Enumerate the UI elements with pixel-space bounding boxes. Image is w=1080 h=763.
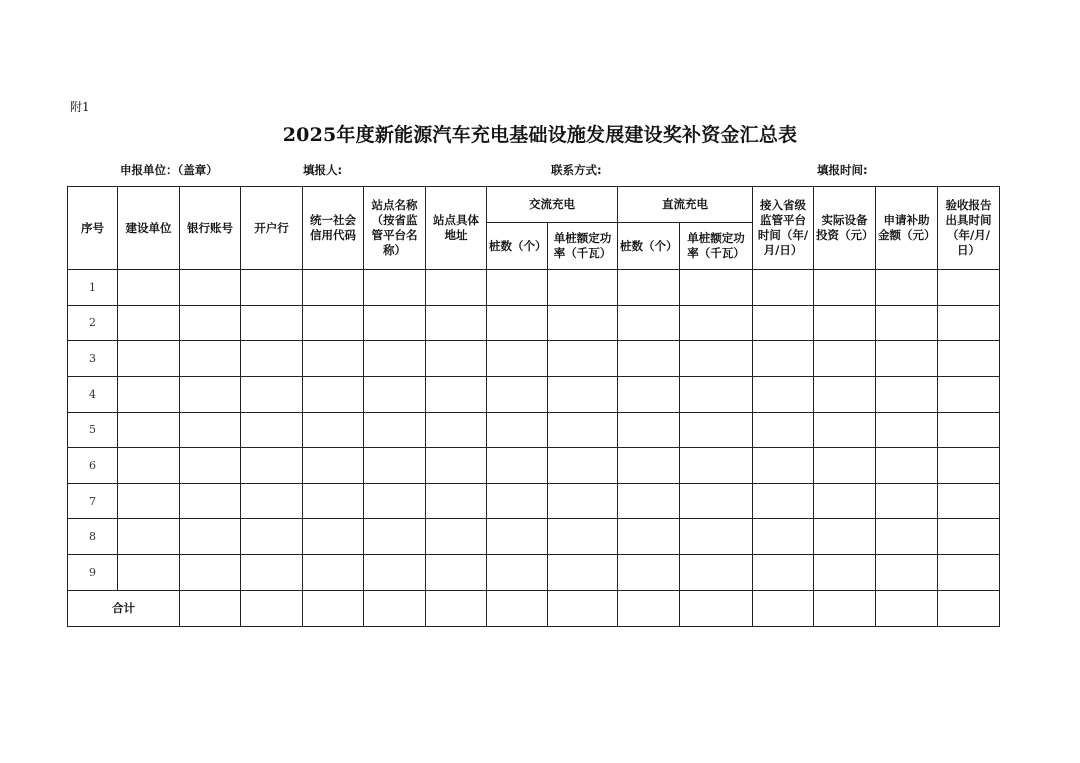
table-cell[interactable]: [618, 590, 680, 626]
table-cell[interactable]: [876, 448, 938, 484]
table-cell[interactable]: [876, 483, 938, 519]
table-cell[interactable]: [303, 483, 364, 519]
table-cell[interactable]: [548, 448, 618, 484]
table-cell[interactable]: [618, 448, 680, 484]
table-cell[interactable]: [426, 376, 487, 412]
table-cell[interactable]: [753, 448, 814, 484]
table-cell[interactable]: [180, 448, 241, 484]
table-cell[interactable]: [814, 376, 876, 412]
table-cell[interactable]: [487, 590, 548, 626]
header-ac-charging: 交流充电: [487, 187, 618, 223]
header-dc-power: 单桩额定功率（千瓦）: [680, 223, 753, 270]
table-cell[interactable]: [680, 305, 753, 341]
header-ac-count: 桩数（个）: [487, 223, 548, 270]
table-cell[interactable]: [364, 341, 426, 377]
table-cell[interactable]: [364, 483, 426, 519]
table-cell[interactable]: [180, 305, 241, 341]
header-dc-count: 桩数（个）: [618, 223, 680, 270]
table-cell[interactable]: [938, 270, 1000, 306]
table-cell[interactable]: [364, 412, 426, 448]
document-title: 2025年度新能源汽车充电基础设施发展建设奖补资金汇总表: [282, 124, 798, 146]
row-number: 7: [68, 483, 118, 519]
table-cell[interactable]: [241, 519, 303, 555]
table-cell[interactable]: [180, 341, 241, 377]
table-cell[interactable]: [487, 270, 548, 306]
table-cell[interactable]: [487, 341, 548, 377]
table-cell[interactable]: [241, 376, 303, 412]
header-row-1: [68, 187, 1000, 223]
table-cell[interactable]: [618, 555, 680, 591]
table-cell[interactable]: [680, 448, 753, 484]
table-cell[interactable]: [814, 448, 876, 484]
table-cell[interactable]: [118, 519, 180, 555]
table-cell[interactable]: [118, 483, 180, 519]
table-cell[interactable]: [814, 590, 876, 626]
table-cell[interactable]: [618, 519, 680, 555]
table-cell[interactable]: [753, 590, 814, 626]
table-cell[interactable]: [680, 519, 753, 555]
table-cell[interactable]: [487, 305, 548, 341]
header-investment: 实际设备投资（元）: [814, 187, 876, 270]
table-cell[interactable]: [680, 270, 753, 306]
table-cell[interactable]: [180, 555, 241, 591]
row-number: 8: [68, 519, 118, 555]
table-cell[interactable]: [487, 555, 548, 591]
header-dc-charging: 直流充电: [618, 187, 753, 223]
table-cell[interactable]: [241, 341, 303, 377]
table-cell[interactable]: [118, 555, 180, 591]
filler-label: 填报人:: [303, 163, 343, 177]
table-cell[interactable]: [364, 555, 426, 591]
row-number: 5: [68, 412, 118, 448]
table-cell[interactable]: [548, 341, 618, 377]
table-row: [68, 305, 1000, 341]
table-cell[interactable]: [938, 376, 1000, 412]
table-cell[interactable]: [487, 412, 548, 448]
table-cell[interactable]: [548, 270, 618, 306]
table-cell[interactable]: [364, 305, 426, 341]
table-cell[interactable]: [548, 483, 618, 519]
table-cell[interactable]: [680, 341, 753, 377]
table-cell[interactable]: [487, 448, 548, 484]
header-account: 银行账号: [180, 187, 241, 270]
table-cell[interactable]: [118, 305, 180, 341]
table-cell[interactable]: [180, 483, 241, 519]
header-credit-code: 统一社会信用代码: [303, 187, 364, 270]
table-cell[interactable]: [241, 590, 303, 626]
table-cell[interactable]: [303, 305, 364, 341]
header-report-time: 验收报告出具时间（年/月/日）: [938, 187, 1000, 270]
table-cell[interactable]: [938, 590, 1000, 626]
table-cell[interactable]: [876, 412, 938, 448]
table-cell[interactable]: [618, 305, 680, 341]
table-cell[interactable]: [548, 376, 618, 412]
table-cell[interactable]: [180, 376, 241, 412]
header-ac-power: 单桩额定功率（千瓦）: [548, 223, 618, 270]
table-cell[interactable]: [180, 412, 241, 448]
table-cell[interactable]: [680, 412, 753, 448]
table-cell[interactable]: [876, 305, 938, 341]
attachment-label: 附1: [70, 100, 90, 114]
table-cell[interactable]: [876, 341, 938, 377]
table-cell[interactable]: [814, 341, 876, 377]
table-cell[interactable]: [487, 519, 548, 555]
table-cell[interactable]: [364, 448, 426, 484]
table-cell[interactable]: [426, 555, 487, 591]
table-row: [68, 341, 1000, 377]
table-cell[interactable]: [548, 305, 618, 341]
table-cell[interactable]: [241, 412, 303, 448]
table-cell[interactable]: [876, 376, 938, 412]
header-subsidy: 申请补助金额（元）: [876, 187, 938, 270]
table-row: [68, 412, 1000, 448]
table-cell[interactable]: [180, 519, 241, 555]
contact-label: 联系方式:: [551, 163, 602, 177]
table-cell[interactable]: [680, 555, 753, 591]
table-cell[interactable]: [303, 412, 364, 448]
table-body: [68, 270, 1000, 627]
table-cell[interactable]: [303, 376, 364, 412]
table-cell[interactable]: [938, 519, 1000, 555]
table-cell[interactable]: [814, 412, 876, 448]
table-cell[interactable]: [487, 376, 548, 412]
table-cell[interactable]: [241, 483, 303, 519]
table-cell[interactable]: [618, 412, 680, 448]
table-cell[interactable]: [241, 305, 303, 341]
reporting-unit-label: 申报单位：（盖章）: [120, 163, 218, 177]
table-cell[interactable]: [241, 270, 303, 306]
header-seq: 序号: [68, 187, 118, 270]
table-cell[interactable]: [303, 555, 364, 591]
table-cell[interactable]: [118, 341, 180, 377]
table-cell[interactable]: [618, 341, 680, 377]
table-cell[interactable]: [364, 376, 426, 412]
table-cell[interactable]: [548, 412, 618, 448]
header-station-name: 站点名称（按省监管平台名称）: [364, 187, 426, 270]
table-cell[interactable]: [180, 590, 241, 626]
table-cell[interactable]: [618, 376, 680, 412]
table-cell[interactable]: [426, 412, 487, 448]
row-number: 6: [68, 448, 118, 484]
table-cell[interactable]: [680, 590, 753, 626]
table-cell[interactable]: [241, 448, 303, 484]
table-cell[interactable]: [241, 555, 303, 591]
table-cell[interactable]: [364, 590, 426, 626]
row-number: 3: [68, 341, 118, 377]
header-builder: 建设单位: [118, 187, 180, 270]
table-cell[interactable]: [938, 483, 1000, 519]
table-cell[interactable]: [426, 483, 487, 519]
table-cell[interactable]: [753, 305, 814, 341]
table-cell[interactable]: [548, 519, 618, 555]
table-cell[interactable]: [938, 448, 1000, 484]
table-cell[interactable]: [118, 376, 180, 412]
table-cell[interactable]: [753, 270, 814, 306]
table-cell[interactable]: [364, 270, 426, 306]
table-cell[interactable]: [118, 412, 180, 448]
table-cell[interactable]: [680, 376, 753, 412]
table-row: [68, 555, 1000, 591]
table-cell[interactable]: [876, 590, 938, 626]
table-cell[interactable]: [753, 483, 814, 519]
table-cell[interactable]: [618, 483, 680, 519]
table-cell[interactable]: [753, 555, 814, 591]
table-cell[interactable]: [303, 519, 364, 555]
table-cell[interactable]: [426, 590, 487, 626]
header-platform-time: 接入省级监管平台时间（年/月/日）: [753, 187, 814, 270]
row-number: 2: [68, 305, 118, 341]
table-cell[interactable]: [753, 376, 814, 412]
table-cell[interactable]: [814, 519, 876, 555]
total-row: [68, 590, 1000, 626]
table-cell[interactable]: [180, 270, 241, 306]
report-date-label: 填报时间:: [817, 163, 868, 177]
table-cell[interactable]: [814, 483, 876, 519]
table-cell[interactable]: [753, 412, 814, 448]
table-cell[interactable]: [814, 270, 876, 306]
table-cell[interactable]: [118, 270, 180, 306]
table-cell[interactable]: [426, 448, 487, 484]
table-cell[interactable]: [426, 341, 487, 377]
table-cell[interactable]: [303, 270, 364, 306]
header-bank: 开户行: [241, 187, 303, 270]
table-cell[interactable]: [426, 305, 487, 341]
row-number: 9: [68, 555, 118, 591]
row-number: 4: [68, 376, 118, 412]
table-cell[interactable]: [426, 519, 487, 555]
table-cell[interactable]: [303, 448, 364, 484]
table-cell[interactable]: [487, 483, 548, 519]
table-row: [68, 448, 1000, 484]
table-cell[interactable]: [814, 305, 876, 341]
table-cell[interactable]: [426, 270, 487, 306]
table-cell[interactable]: [618, 270, 680, 306]
table-cell[interactable]: [876, 270, 938, 306]
table-cell[interactable]: [938, 555, 1000, 591]
table-row: [68, 519, 1000, 555]
table-cell[interactable]: [303, 590, 364, 626]
row-number: 1: [68, 270, 118, 306]
table-cell[interactable]: [938, 412, 1000, 448]
table-cell[interactable]: [876, 555, 938, 591]
header-address: 站点具体地址: [426, 187, 487, 270]
table-cell[interactable]: [876, 519, 938, 555]
table-cell[interactable]: [548, 555, 618, 591]
table-cell[interactable]: [118, 448, 180, 484]
table-cell[interactable]: [938, 341, 1000, 377]
table-cell[interactable]: [303, 341, 364, 377]
table-row: [68, 483, 1000, 519]
table-cell[interactable]: [548, 590, 618, 626]
table-cell[interactable]: [753, 341, 814, 377]
table-cell[interactable]: [680, 483, 753, 519]
total-label: 合计: [68, 590, 180, 626]
table-cell[interactable]: [364, 519, 426, 555]
table-row: [68, 376, 1000, 412]
table-cell[interactable]: [753, 519, 814, 555]
table-row: [68, 270, 1000, 306]
table-cell[interactable]: [938, 305, 1000, 341]
subsidy-summary-table: [67, 186, 1000, 627]
table-cell[interactable]: [814, 555, 876, 591]
